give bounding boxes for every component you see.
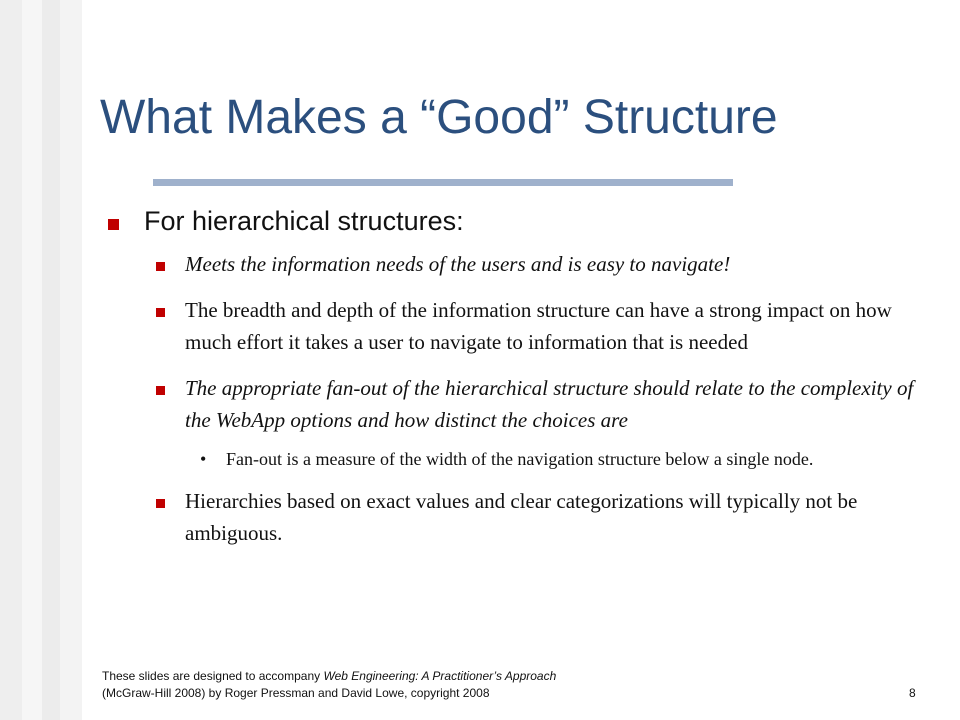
bullet-level1: [106, 204, 936, 238]
stripe: [42, 0, 60, 720]
decorative-stripes: [0, 0, 82, 720]
footer-line1: [102, 668, 722, 685]
slide-content: [106, 204, 936, 563]
footer-prefix: These slides are designed to accompany: [102, 669, 324, 683]
slide-footer: [102, 668, 722, 702]
bullet-level2: [106, 294, 936, 358]
slide-title: What Makes a “Good” Structure: [100, 91, 778, 144]
bullet-text: Hierarchies based on exact values and clear categorizations will typically not be ambiguous.: [185, 489, 858, 545]
bullet-text: Meets the information needs of the users and is easy to navigate!: [185, 252, 731, 276]
square-bullet-icon: [156, 308, 165, 317]
square-bullet-icon: [156, 386, 165, 395]
square-bullet-icon: [108, 219, 119, 230]
bullet-text: The breadth and depth of the information structure can have a strong impact on how much effort it takes a user to navigate to information that is needed: [185, 298, 892, 354]
footer-line2: (McGraw-Hill 2008) by Roger Pressman and David Lowe, copyright 2008: [102, 686, 490, 700]
page-number: 8: [909, 686, 916, 700]
bullet-text: Fan-out is a measure of the width of the navigation structure below a single node.: [226, 449, 814, 469]
stripe: [0, 0, 22, 720]
bullet-level2: [106, 485, 936, 549]
stripe: [60, 0, 82, 720]
title-underline: [153, 179, 733, 186]
bullet-level3: [106, 446, 936, 473]
bullet-text: The appropriate fan-out of the hierarchical structure should relate to the complexity of the WebApp options and how distinct the choices are: [185, 376, 914, 432]
dot-bullet-icon: •: [200, 449, 207, 469]
bullet-text: For hierarchical structures:: [144, 206, 464, 236]
square-bullet-icon: [156, 499, 165, 508]
stripe: [22, 0, 42, 720]
bullet-level2: [106, 248, 936, 280]
footer-book-title: Web Engineering: A Practitioner’s Approach: [323, 669, 557, 683]
square-bullet-icon: [156, 262, 165, 271]
bullet-level2: [106, 372, 936, 436]
